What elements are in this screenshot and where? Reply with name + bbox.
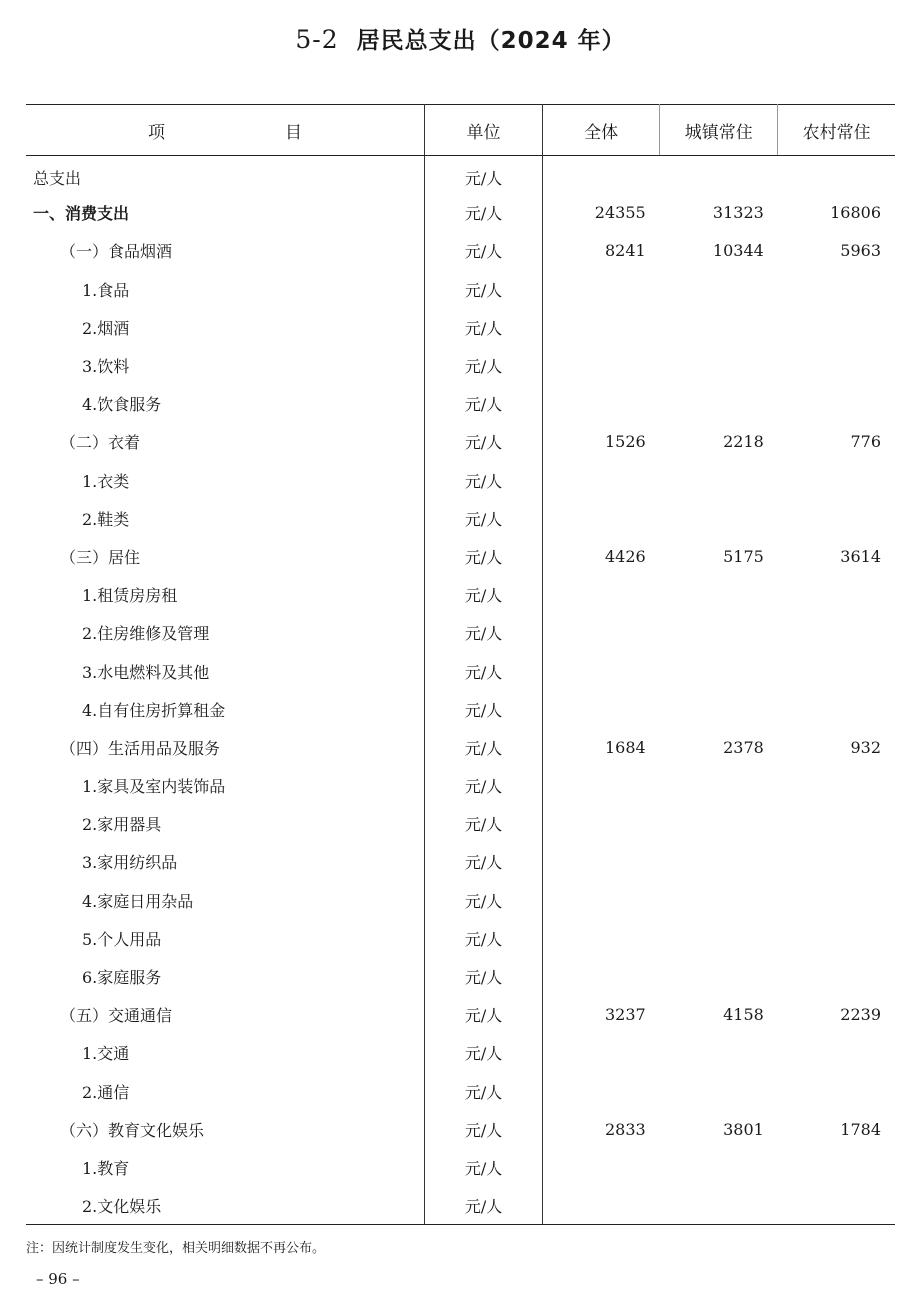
row-label: 2.家用器具 — [26, 805, 424, 843]
row-all-value — [543, 614, 660, 652]
row-label: 5.个人用品 — [26, 919, 424, 957]
row-unit: 元/人 — [424, 576, 542, 614]
row-unit: 元/人 — [424, 1110, 542, 1148]
header-urban: 城镇常住 — [660, 105, 778, 156]
table-row — [26, 843, 895, 881]
row-all-value: 24355 — [594, 203, 646, 223]
row-urban-value — [660, 461, 778, 499]
row-rural-value — [778, 156, 895, 194]
row-label: 3.水电燃料及其他 — [26, 652, 424, 690]
row-urban-value — [660, 156, 778, 194]
row-label: 2.通信 — [26, 1072, 424, 1110]
table-row — [26, 1110, 895, 1148]
table-row — [26, 461, 895, 499]
row-rural-value: 16806 — [830, 203, 881, 223]
row-unit: 元/人 — [424, 957, 542, 995]
row-all-value — [543, 881, 660, 919]
row-unit: 元/人 — [424, 614, 542, 652]
row-label: 1.教育 — [26, 1148, 424, 1186]
row-urban-value — [660, 1148, 778, 1186]
row-rural-value — [778, 270, 895, 308]
table-row — [26, 1187, 895, 1225]
table-row — [26, 1148, 895, 1186]
row-rural-value — [778, 1034, 895, 1072]
row-rural-value: 5963 — [840, 241, 881, 261]
row-label: 2.文化娱乐 — [26, 1187, 424, 1225]
row-all-value — [543, 156, 660, 194]
row-all-value — [543, 805, 660, 843]
row-unit: 元/人 — [424, 690, 542, 728]
row-label: 3.饮料 — [26, 346, 424, 384]
row-label: 6.家庭服务 — [26, 957, 424, 995]
row-label: （四）生活用品及服务 — [26, 728, 424, 766]
table-row — [26, 1072, 895, 1110]
row-urban-value — [660, 576, 778, 614]
table-row — [26, 919, 895, 957]
row-label: 4.饮食服务 — [26, 385, 424, 423]
row-rural-value — [778, 1072, 895, 1110]
row-rural-value: 2239 — [840, 1005, 881, 1025]
row-unit: 元/人 — [424, 843, 542, 881]
table-row — [26, 652, 895, 690]
row-label: 1.租赁房房租 — [26, 576, 424, 614]
row-rural-value: 1784 — [840, 1119, 881, 1139]
row-rural-value — [778, 767, 895, 805]
row-urban-value — [660, 614, 778, 652]
row-all-value — [543, 1187, 660, 1225]
row-rural-value — [778, 461, 895, 499]
row-label: 总支出 — [26, 156, 424, 194]
row-label: 1.家具及室内装饰品 — [26, 767, 424, 805]
row-label: （五）交通通信 — [26, 996, 424, 1034]
row-unit: 元/人 — [424, 461, 542, 499]
row-all-value — [543, 385, 660, 423]
row-urban-value — [660, 919, 778, 957]
row-label: 一、消费支出 — [26, 194, 424, 232]
table-row — [26, 805, 895, 843]
header-all: 全体 — [543, 105, 660, 156]
row-urban-value — [660, 385, 778, 423]
table-body — [26, 156, 895, 1225]
row-all-value — [543, 919, 660, 957]
header-unit: 单位 — [424, 105, 542, 156]
row-label: 1.食品 — [26, 270, 424, 308]
row-label: 2.烟酒 — [26, 308, 424, 346]
row-all-value: 2833 — [604, 1119, 646, 1139]
table-row — [26, 156, 895, 194]
row-label: 1.交通 — [26, 1034, 424, 1072]
row-rural-value — [778, 690, 895, 728]
row-rural-value: 932 — [850, 737, 881, 757]
row-unit: 元/人 — [424, 156, 542, 194]
row-urban-value — [660, 1072, 778, 1110]
table-row — [26, 270, 895, 308]
row-label: 2.住房维修及管理 — [26, 614, 424, 652]
row-all-value — [543, 346, 660, 384]
row-urban-value — [660, 308, 778, 346]
row-unit: 元/人 — [424, 919, 542, 957]
row-urban-value — [660, 690, 778, 728]
row-rural-value — [778, 499, 895, 537]
row-rural-value — [778, 1187, 895, 1225]
row-urban-value — [660, 270, 778, 308]
row-all-value — [543, 270, 660, 308]
table-row — [26, 881, 895, 919]
header-rural: 农村常住 — [778, 105, 895, 156]
row-urban-value: 3801 — [723, 1119, 764, 1139]
row-unit: 元/人 — [424, 652, 542, 690]
row-rural-value — [778, 805, 895, 843]
table-row — [26, 957, 895, 995]
row-rural-value — [778, 919, 895, 957]
row-all-value — [543, 690, 660, 728]
table-row — [26, 996, 895, 1034]
row-rural-value — [778, 346, 895, 384]
row-urban-value: 2218 — [723, 432, 764, 452]
row-unit: 元/人 — [424, 270, 542, 308]
row-rural-value — [778, 576, 895, 614]
table-number: 5-2 — [295, 25, 339, 54]
row-rural-value — [778, 957, 895, 995]
footnote: 注：因统计制度发生变化，相关明细数据不再公布。 — [26, 1241, 326, 1256]
table-row — [26, 767, 895, 805]
table-row — [26, 1034, 895, 1072]
table-row — [26, 576, 895, 614]
row-unit: 元/人 — [424, 728, 542, 766]
table-row — [26, 194, 895, 232]
table-header-row — [26, 105, 895, 156]
row-urban-value — [660, 652, 778, 690]
row-label: （三）居住 — [26, 537, 424, 575]
row-unit: 元/人 — [424, 805, 542, 843]
row-all-value — [543, 1148, 660, 1186]
table-row — [26, 690, 895, 728]
row-urban-value: 2378 — [723, 737, 764, 757]
row-urban-value — [660, 1034, 778, 1072]
table-row — [26, 537, 895, 575]
table-row — [26, 423, 895, 461]
row-all-value: 1684 — [604, 737, 646, 757]
row-unit: 元/人 — [424, 499, 542, 537]
table-row — [26, 346, 895, 384]
row-all-value — [543, 652, 660, 690]
row-unit: 元/人 — [424, 767, 542, 805]
header-item-a: 项 — [147, 122, 165, 143]
row-all-value — [543, 499, 660, 537]
page-title — [0, 22, 921, 55]
row-rural-value — [778, 843, 895, 881]
row-unit: 元/人 — [424, 996, 542, 1034]
row-all-value — [543, 461, 660, 499]
table-title: 居民总支出（2024 年） — [356, 28, 626, 54]
row-unit: 元/人 — [424, 1187, 542, 1225]
row-unit: 元/人 — [424, 194, 542, 232]
row-unit: 元/人 — [424, 232, 542, 270]
row-all-value — [543, 957, 660, 995]
table-row — [26, 499, 895, 537]
row-unit: 元/人 — [424, 308, 542, 346]
row-urban-value — [660, 881, 778, 919]
row-label: （一）食品烟酒 — [26, 232, 424, 270]
row-label: （二）衣着 — [26, 423, 424, 461]
table-row — [26, 232, 895, 270]
row-urban-value: 31323 — [712, 203, 764, 223]
row-urban-value — [660, 499, 778, 537]
row-urban-value — [660, 346, 778, 384]
row-urban-value: 10344 — [712, 241, 764, 261]
expenditure-table — [26, 104, 895, 1225]
row-rural-value — [778, 614, 895, 652]
row-rural-value: 3614 — [840, 546, 881, 566]
header-item — [26, 105, 424, 156]
row-label: 1.衣类 — [26, 461, 424, 499]
row-unit: 元/人 — [424, 1148, 542, 1186]
row-urban-value: 4158 — [723, 1005, 764, 1025]
row-unit: 元/人 — [424, 537, 542, 575]
row-urban-value — [660, 805, 778, 843]
row-urban-value — [660, 843, 778, 881]
row-urban-value — [660, 957, 778, 995]
row-label: 4.自有住房折算租金 — [26, 690, 424, 728]
row-unit: 元/人 — [424, 346, 542, 384]
table-row — [26, 728, 895, 766]
row-rural-value — [778, 652, 895, 690]
row-label: （六）教育文化娱乐 — [26, 1110, 424, 1148]
row-rural-value — [778, 308, 895, 346]
row-all-value: 8241 — [604, 241, 646, 261]
row-all-value — [543, 843, 660, 881]
row-all-value — [543, 576, 660, 614]
row-urban-value — [660, 767, 778, 805]
row-rural-value: 776 — [850, 432, 881, 452]
row-rural-value — [778, 881, 895, 919]
row-unit: 元/人 — [424, 385, 542, 423]
row-unit: 元/人 — [424, 881, 542, 919]
row-all-value: 3237 — [604, 1005, 646, 1025]
row-unit: 元/人 — [424, 1034, 542, 1072]
table-row — [26, 385, 895, 423]
row-rural-value — [778, 385, 895, 423]
row-unit: 元/人 — [424, 1072, 542, 1110]
row-all-value — [543, 1072, 660, 1110]
row-urban-value: 5175 — [723, 546, 764, 566]
table-row — [26, 308, 895, 346]
row-label: 4.家庭日用杂品 — [26, 881, 424, 919]
row-label: 3.家用纺织品 — [26, 843, 424, 881]
row-urban-value — [660, 1187, 778, 1225]
row-label: 2.鞋类 — [26, 499, 424, 537]
row-unit: 元/人 — [424, 423, 542, 461]
row-all-value: 1526 — [604, 432, 646, 452]
table-row — [26, 614, 895, 652]
row-all-value: 4426 — [604, 546, 646, 566]
page-number: – 96 – — [36, 1270, 80, 1288]
row-all-value — [543, 767, 660, 805]
header-item-b: 目 — [284, 122, 302, 143]
row-rural-value — [778, 1148, 895, 1186]
row-all-value — [543, 1034, 660, 1072]
row-all-value — [543, 308, 660, 346]
